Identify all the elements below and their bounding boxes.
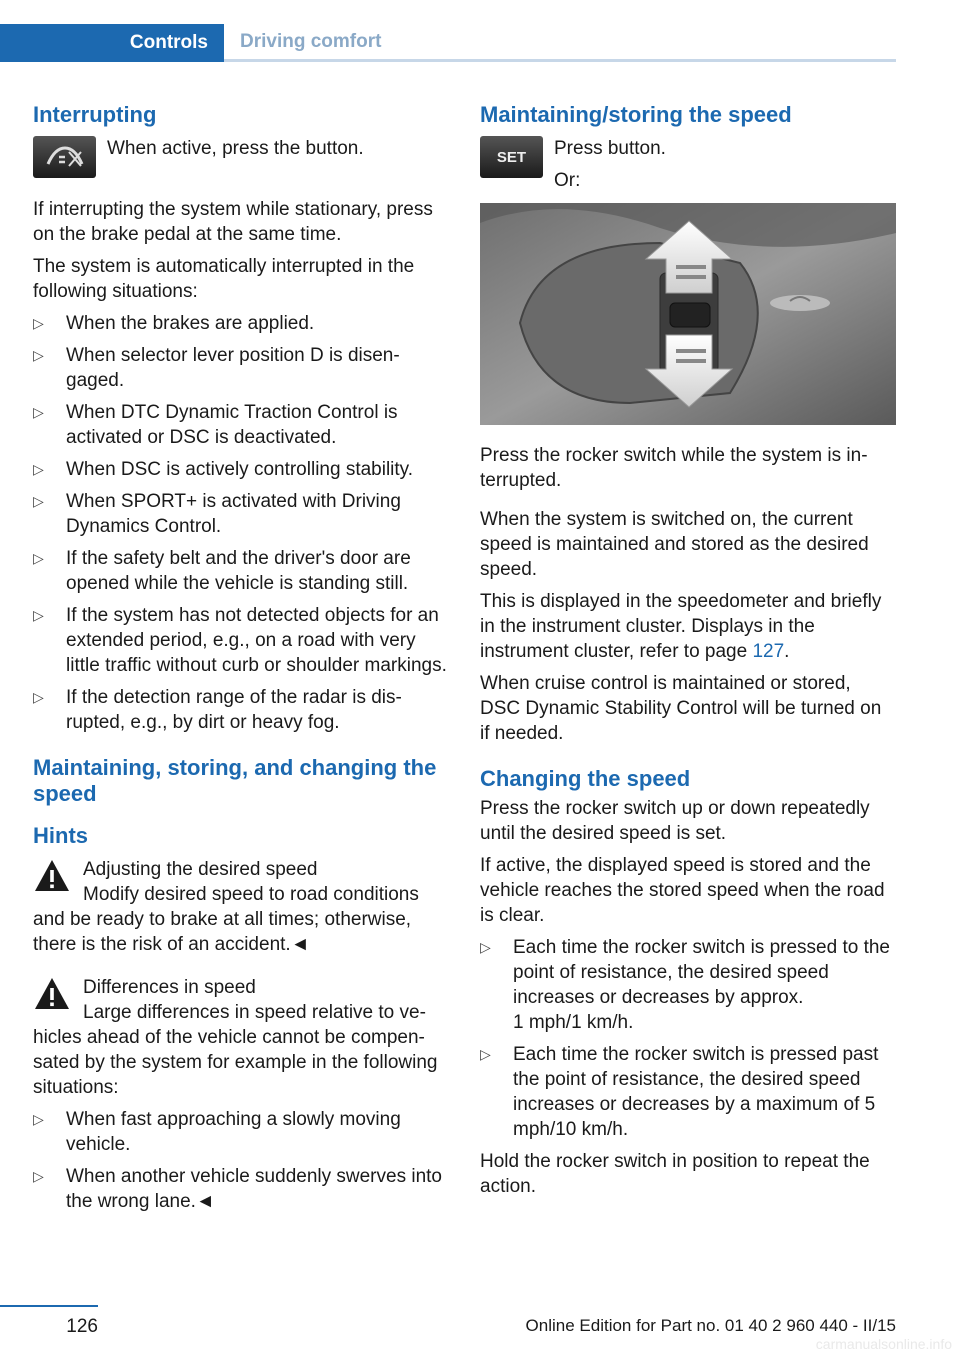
auto-interrupt-list [33,311,449,735]
warning-triangle-icon [33,975,71,1013]
text-or: Or: [554,170,581,191]
list-item: ▷ If the system has not detected objects for an extended period, e.g., on a road with very little traffic without curb or shoulder markings. [33,605,447,676]
text-press-button: Press button. [554,138,666,159]
bullet-triangle-icon: ▷ [33,1111,44,1127]
list-item: ▷ When another vehicle suddenly swerves into the wrong lane.◄ [33,1166,442,1212]
list-item: ▷ When fast approaching a slowly moving vehicle. [33,1109,401,1155]
edition-note: Online Edition for Part no. 01 40 2 960 440 - II/15 [525,1316,896,1335]
right-column [480,102,896,1206]
heading-interrupting: Interrupting [33,102,157,127]
steering-wheel-rocker-image [480,203,896,425]
list-item: ▷ When the brakes are applied. [33,313,315,334]
change-list [480,935,896,1142]
text-if-active: If active, the displayed speed is stored and the vehicle reaches the stored speed when the road is clear. [480,855,885,926]
watermark: carmanualsonline.info [815,1336,952,1352]
warning-title: Adjusting the desired speed [83,859,318,880]
heading-changing: Changing the speed [480,766,691,791]
heading-maintaining-storing: Maintaining/storing the speed [480,102,792,127]
text-rocker: Press the rocker switch while the system is interrupted. [480,445,868,491]
interrupt-instruction [33,136,449,190]
bullet-triangle-icon: ▷ [33,404,44,420]
bullet-triangle-icon: ▷ [33,607,44,623]
footer-rule [0,1305,98,1307]
bullet-triangle-icon: ▷ [480,939,491,955]
bullet-triangle-icon: ▷ [33,461,44,477]
warning-triangle-icon [33,857,71,895]
list-item: ▷ When SPORT+ is activated with Driving Dynamics Control. [33,491,401,537]
text-press-button: When active, press the button. [107,138,364,159]
bullet-triangle-icon: ▷ [33,347,44,363]
text-displayed: This is displayed in the speedometer and briefly in the instrument cluster. Displays in the instrument cluster, refer to page 127. [480,591,882,662]
text-switched-on: When the system is switched on, the current speed is maintained and stored as the desired speed. [480,509,869,580]
list-item: ▷ When DSC is actively controlling stability. [33,459,414,480]
list-item: ▷ Each time the rocker switch is pressed past the point of resistance, the desired speed increases or decreases by a maximum of 5 mph/10 km/h. [480,1044,879,1140]
warning-differences [33,975,449,1000]
warning-title: Differences in speed [83,977,256,998]
page-number: 126 [66,1316,98,1337]
bullet-triangle-icon: ▷ [33,493,44,509]
warning-text: Large differences in speed relative to vehicles ahead of the vehicle cannot be compensated by the system for example in the following situations: [33,1002,438,1098]
bullet-triangle-icon: ▷ [33,689,44,705]
text-changing: Press the rocker switch up or down repeatedly until the desired speed is set. [480,798,870,844]
set-button-icon: SET [480,136,543,178]
speed-difference-list [33,1107,449,1214]
heading-hints: Hints [33,823,88,848]
list-item: ▷ When DTC Dynamic Traction Control is activated or DSC is deactivated. [33,402,398,448]
bullet-triangle-icon: ▷ [33,550,44,566]
warning-text: Modify desired speed to road conditions and be ready to brake at all times; otherwise, there is the risk of an accident.◄ [33,884,419,955]
header-subsection-tab: Driving comfort [224,24,896,62]
list-item: ▷ When selector lever position D is disengaged. [33,345,400,391]
bullet-triangle-icon: ▷ [33,1168,44,1184]
text-dsc: When cruise control is maintained or stored, DSC Dynamic Stability Control will be turned on if needed. [480,673,882,744]
warning-adjusting [33,857,449,882]
set-instruction [480,136,896,193]
text-auto-interrupt: The system is automatically interrupted in the following situations: [33,256,415,302]
bullet-triangle-icon: ▷ [33,315,44,331]
cruise-interrupt-icon [33,136,96,178]
header-section-tab: Controls [0,24,224,62]
left-column [33,102,449,1221]
heading-maintaining: Maintaining, storing, and changing the speed [33,755,437,806]
page-reference-link[interactable]: 127 [752,641,785,662]
list-item: ▷ If the safety belt and the driver's door are opened while the vehicle is standing still. [33,548,411,594]
list-item: ▷ Each time the rocker switch is pressed to the point of resistance, the desired speed increases or decreases by approx. 1 mph/1 km/h. [480,937,890,1033]
text-stationary: If interrupting the system while stationary, press on the brake pedal at the same time. [33,199,433,245]
bullet-triangle-icon: ▷ [480,1046,491,1062]
list-item: ▷ If the detection range of the radar is disrupted, e.g., by dirt or heavy fog. [33,687,402,733]
text-hold: Hold the rocker switch in position to repeat the action. [480,1151,870,1197]
